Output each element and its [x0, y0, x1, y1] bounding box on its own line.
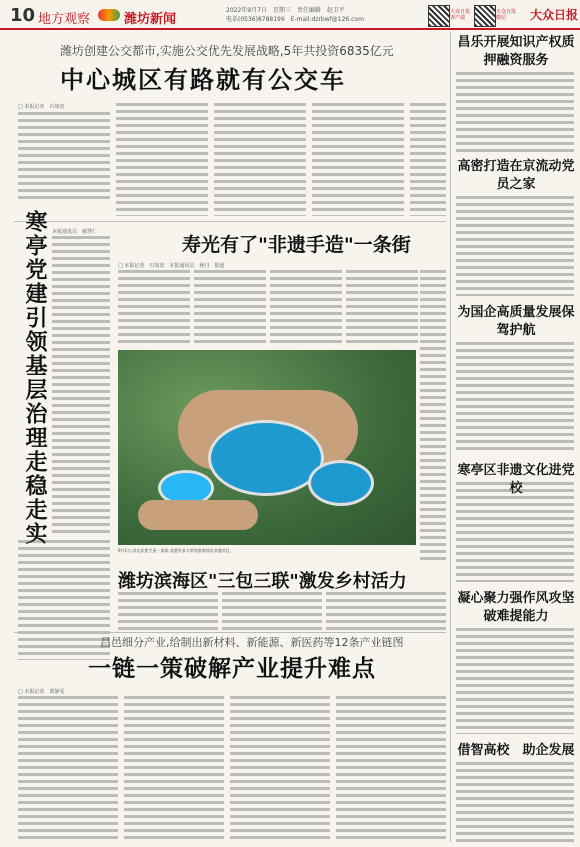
header-meta	[226, 6, 364, 24]
bottom-headline: 潍坊滨海区"三包三联"激发乡村活力	[118, 571, 407, 592]
article-text	[456, 628, 574, 734]
article-text	[420, 270, 446, 560]
qr-code-icon[interactable]	[474, 5, 496, 27]
article-text	[312, 103, 404, 216]
article-text	[118, 592, 218, 632]
article-text	[214, 103, 306, 216]
qr-code-icon[interactable]	[428, 5, 450, 27]
article-text	[456, 482, 574, 582]
article-text	[118, 270, 190, 346]
page-header	[0, 0, 580, 30]
article-text	[124, 696, 224, 842]
bottom-main-headline: 一链一策破解产业提升难点	[88, 655, 376, 682]
masthead: 大众日报	[530, 8, 579, 22]
qr-label-1: 大众日报客户端	[450, 9, 471, 21]
center-byline: □ 本报记者 石如宽 本报通讯员 杨丹 报道	[118, 263, 225, 269]
right-headline: 昌乐开展知识产权质押融资服务	[457, 35, 575, 68]
article-text	[230, 696, 330, 842]
article-text	[194, 270, 266, 346]
article-text	[456, 196, 574, 296]
article-text	[18, 112, 110, 200]
divider	[14, 221, 446, 222]
column-divider	[450, 32, 451, 842]
left-byline: 本报通讯员 郝慧仁	[52, 229, 98, 235]
aerial-park-photo	[118, 350, 416, 545]
vertical-headline: 寒亭党建引领基层治理走稳走实	[22, 210, 48, 546]
qr-label-2: 大众日报微信	[496, 9, 517, 21]
right-headline: 凝心聚力强作风攻坚破难提能力	[457, 591, 575, 624]
lead-subhead: 潍坊创建公交都市,实施公交优先发展战略,5年共投资6835亿元	[60, 44, 394, 58]
lead-headline: 中心城区有路就有公交车	[60, 65, 346, 94]
right-headline: 借智高校 助企发展	[457, 743, 575, 758]
article-text	[346, 270, 418, 346]
bottom-byline: □ 本报记者 郭静雯	[18, 689, 65, 695]
meta-line-1: 2022年9月7日 星期三 责任编辑 赵卫平	[226, 7, 345, 14]
meta-line-2: 电话(0536)8788199 E-mail:dzrbwf@126.com	[226, 16, 364, 23]
right-headline: 为国企高质量发展保驾护航	[457, 305, 575, 338]
divider	[14, 632, 446, 633]
article-text	[336, 696, 446, 842]
article-text	[116, 103, 208, 216]
newspaper-logo-icon	[98, 9, 120, 21]
article-text	[18, 696, 118, 842]
page-number: 10	[10, 5, 36, 26]
article-text	[456, 342, 574, 452]
center-headline: 寿光有了"非遗手造"一条街	[182, 234, 411, 256]
article-text	[456, 72, 574, 152]
right-headline: 高密打造在京流动党员之家	[457, 159, 575, 192]
article-text	[52, 236, 110, 536]
lead-byline: □ 本报记者 石如宽	[18, 104, 65, 110]
paper-name: 潍坊新闻	[124, 12, 177, 27]
article-text	[326, 592, 446, 632]
article-text	[18, 540, 110, 660]
article-text	[270, 270, 342, 346]
article-text	[222, 592, 322, 632]
article-text	[456, 762, 574, 842]
section-name: 地方观察	[38, 12, 91, 27]
photo-caption: 9月2日,寿光非遗手造一条街,非遗传承人带领游客体验非遗项目。	[118, 548, 234, 553]
bottom-subhead: 昌邑细分产业,给制出新材料、新能源、新医药等12条产业链图	[100, 636, 404, 649]
right-headline: 寒亭区非遗文化进党校	[457, 463, 575, 496]
article-text	[410, 103, 446, 216]
